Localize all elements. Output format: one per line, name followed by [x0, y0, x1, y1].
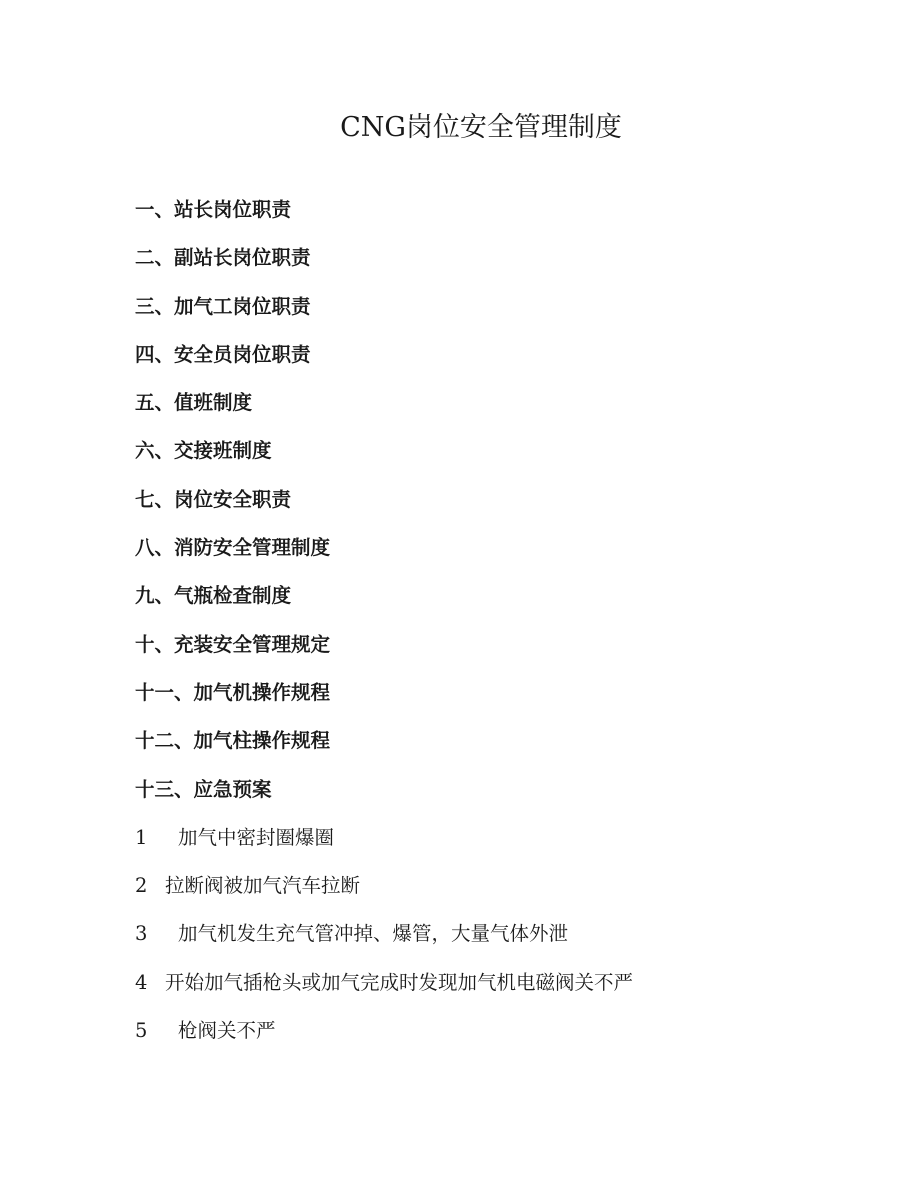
section-item: 三、加气工岗位职责 — [135, 294, 311, 318]
subitem-text: 枪阀关不严 — [178, 1019, 276, 1043]
section-item: 六、交接班制度 — [135, 439, 272, 463]
subitem-number: 2 — [135, 874, 148, 898]
section-item: 七、岗位安全职责 — [135, 487, 292, 511]
section-item: 二、副站长岗位职责 — [135, 246, 311, 270]
emergency-subitem — [135, 916, 835, 964]
section-item: 四、安全员岗位职责 — [135, 342, 311, 366]
subitem-number: 4 — [135, 970, 148, 994]
emergency-subitem — [135, 868, 835, 916]
emergency-subitem — [135, 820, 835, 868]
section-list — [135, 192, 835, 1061]
subitem-number: 5 — [135, 1019, 148, 1043]
subitem-number: 3 — [135, 922, 148, 946]
page-title: CNG岗位安全管理制度 — [340, 112, 622, 143]
section-item: 十、充装安全管理规定 — [135, 632, 331, 656]
subitem-text: 加气机发生充气管冲掉、爆管，大量气体外泄 — [178, 922, 569, 946]
section-item: 八、消防安全管理制度 — [135, 536, 331, 560]
section-item: 九、气瓶检查制度 — [135, 584, 292, 608]
subitem-text: 加气中密封圈爆圈 — [178, 825, 335, 849]
section-item: 一、站长岗位职责 — [135, 198, 292, 221]
emergency-subitem — [135, 1013, 835, 1061]
section-item: 五、值班制度 — [135, 391, 253, 415]
subitem-text: 拉断阀被加气汽车拉断 — [165, 874, 361, 898]
subitem-text: 开始加气插枪头或加气完成时发现加气机电磁阀关不严 — [165, 970, 634, 994]
section-item: 十一、加气机操作规程 — [135, 680, 331, 704]
section-item: 十二、加气柱操作规程 — [135, 729, 331, 753]
section-item: 十三、应急预案 — [135, 777, 272, 801]
subitem-number: 1 — [135, 825, 148, 849]
emergency-subitem — [135, 965, 835, 1013]
